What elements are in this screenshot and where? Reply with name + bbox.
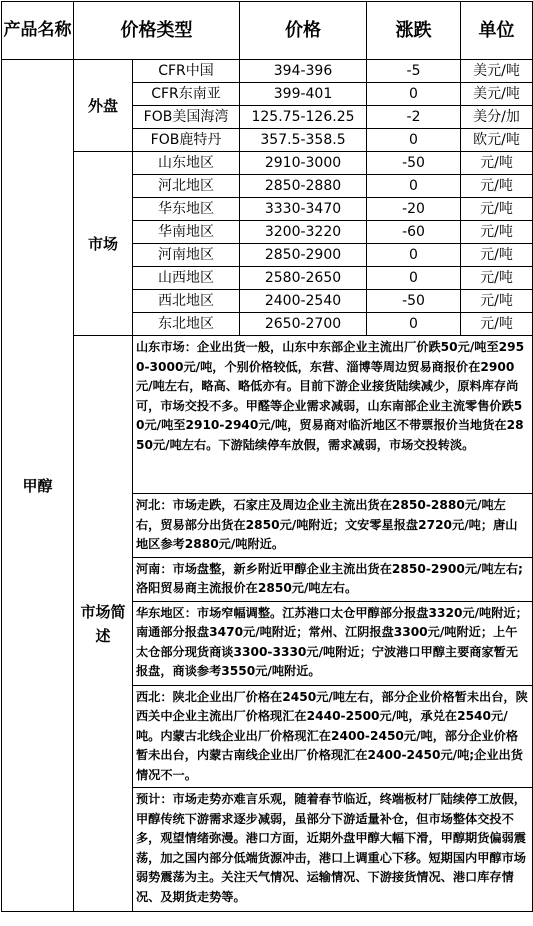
summary-henan: 河南：市场盘整，新乡附近甲醇企业主流出货在2850-2900元/吨左右;洛阳贸易商主流报价在2850元/吨左右。 — [133, 557, 533, 601]
unit-cell: 美元/吨 — [461, 83, 533, 106]
summary-east-china: 华东地区：市场窄幅调整。江苏港口太仓甲醇部分报盘3320元/吨附近；南通部分报盘3470元/吨附近；常州、江阴报盘3300元/吨附近；上午太仓部分现货商谈3300-3330元/吨附近；宁波港口甲醇主要商家暂无报盘，商谈参考3550元/吨附近。 — [133, 601, 533, 685]
change-cell: -20 — [367, 198, 461, 221]
unit-cell: 元/吨 — [461, 290, 533, 313]
group-summary-line: 述 — [95, 626, 111, 645]
price-type-cell: 河南地区 — [133, 244, 240, 267]
price-cell: 2910-3000 — [240, 152, 367, 175]
change-cell: 0 — [367, 83, 461, 106]
price-type-cell: FOB鹿特丹 — [133, 129, 240, 152]
change-cell: -50 — [367, 290, 461, 313]
change-cell: -5 — [367, 60, 461, 83]
group-overseas: 外盘 — [74, 60, 133, 152]
summary-northwest: 西北：陕北企业出厂价格在2450元/吨左右，部分企业价格暂未出台，陕西关中企业主流出厂价格现汇在2440-2500元/吨，承兑在2540元/吨。内蒙古北线企业出厂价格现汇在2400-2450元/吨，部分企业价格暂未出台，内蒙古南线企业出厂价格现汇在2400-2450元/吨;企业出货情况不一。 — [133, 685, 533, 788]
unit-cell: 欧元/吨 — [461, 129, 533, 152]
price-type-cell: 河北地区 — [133, 175, 240, 198]
price-sheet — [1, 1, 532, 924]
price-cell: 394-396 — [240, 60, 367, 83]
group-summary — [74, 336, 133, 912]
header-product: 产品名称 — [2, 2, 74, 60]
price-type-cell: 西北地区 — [133, 290, 240, 313]
unit-cell: 元/吨 — [461, 244, 533, 267]
price-type-cell: FOB美国海湾 — [133, 106, 240, 129]
change-cell: -60 — [367, 221, 461, 244]
price-table — [1, 1, 533, 912]
price-cell: 2850-2880 — [240, 175, 367, 198]
price-cell: 2580-2650 — [240, 267, 367, 290]
change-cell: 0 — [367, 244, 461, 267]
price-cell: 3200-3220 — [240, 221, 367, 244]
unit-cell: 美元/吨 — [461, 60, 533, 83]
change-cell: 0 — [367, 175, 461, 198]
unit-cell: 元/吨 — [461, 175, 533, 198]
summary-shandong: 山东市场：企业出货一般，山东中东部企业主流出厂价跌50元/吨至2950-3000元/吨，个别价格较低，东营、淄博等周边贸易商报价在2900元/吨左右，略高、略低亦有。目前下游企业接货陆续减少，原料库存尚可，市场交投不多。甲醛等企业需求减弱，山东南部企业主流零售价跌50元/吨至2910-2940元/吨，贸易商对临沂地区不带票报价当地货在2850元/吨左右。下游陆续停车放假，需求减弱，市场交投转淡。 — [133, 336, 533, 494]
change-cell: 0 — [367, 267, 461, 290]
unit-cell: 元/吨 — [461, 221, 533, 244]
unit-cell: 元/吨 — [461, 198, 533, 221]
unit-cell: 美分/加 — [461, 106, 533, 129]
price-cell: 357.5-358.5 — [240, 129, 367, 152]
change-cell: -50 — [367, 152, 461, 175]
summary-row — [2, 336, 533, 494]
price-type-cell: 华南地区 — [133, 221, 240, 244]
price-cell: 125.75-126.25 — [240, 106, 367, 129]
price-cell: 2400-2540 — [240, 290, 367, 313]
table-row — [2, 152, 533, 175]
header-price: 价格 — [240, 2, 367, 60]
product-name: 甲醇 — [2, 60, 74, 912]
price-type-cell: 东北地区 — [133, 313, 240, 336]
price-type-cell: 山东地区 — [133, 152, 240, 175]
change-cell: 0 — [367, 313, 461, 336]
summary-forecast: 预计：市场走势亦难言乐观，随着春节临近，终端板材厂陆续停工放假，甲醇传统下游需求逐步减弱，虽部分下游适量补仓，但市场整体交投不多，观望情绪弥漫。港口方面，近期外盘甲醇大幅下滑，甲醇期货偏弱震荡，加之国内部分低端货源冲击，港口上调重心下移。短期国内甲醇市场弱势震荡为主。关注天气情况、运输情况、下游接货情况、港口库存情况、及期货走势等。 — [133, 788, 533, 912]
group-market: 市场 — [74, 152, 133, 336]
unit-cell: 元/吨 — [461, 267, 533, 290]
table-row — [2, 60, 533, 83]
price-cell: 2850-2900 — [240, 244, 367, 267]
header-row — [2, 2, 533, 60]
price-cell: 399-401 — [240, 83, 367, 106]
price-type-cell: CFR中国 — [133, 60, 240, 83]
change-cell: 0 — [367, 129, 461, 152]
price-cell: 3330-3470 — [240, 198, 367, 221]
price-type-cell: CFR东南亚 — [133, 83, 240, 106]
group-summary-line: 市场简 — [80, 602, 126, 621]
header-change: 涨跌 — [367, 2, 461, 60]
price-type-cell: 华东地区 — [133, 198, 240, 221]
header-price-type: 价格类型 — [74, 2, 240, 60]
unit-cell: 元/吨 — [461, 152, 533, 175]
header-unit: 单位 — [461, 2, 533, 60]
price-cell: 2650-2700 — [240, 313, 367, 336]
unit-cell: 元/吨 — [461, 313, 533, 336]
change-cell: -2 — [367, 106, 461, 129]
summary-hebei: 河北：市场走跌，石家庄及周边企业主流出货在2850-2880元/吨左右，贸易部分出货在2850元/吨附近；文安零星报盘2720元/吨；唐山地区参考2880元/吨附近。 — [133, 494, 533, 558]
price-type-cell: 山西地区 — [133, 267, 240, 290]
